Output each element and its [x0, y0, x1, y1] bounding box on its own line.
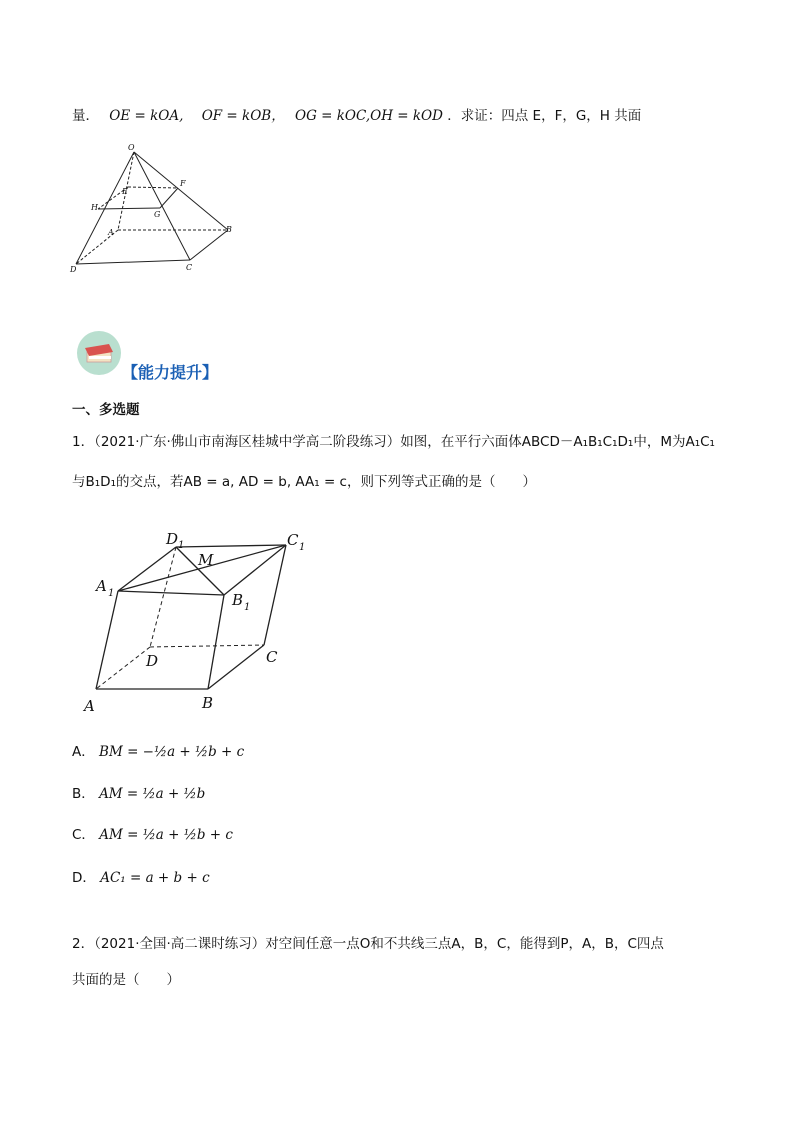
q1-line2: 与B₁D₁的交点，若AB = a, AD = b, AA₁ = c，则下列等式正确的是（ ）: [72, 474, 536, 490]
option-b-expr: AM = ½a + ½b: [99, 786, 206, 802]
option-c-letter: C．: [72, 827, 95, 843]
pyr-label-F: F: [180, 179, 186, 188]
pp-sub-B1: 1: [244, 602, 251, 613]
q1-option-b: [72, 782, 205, 802]
pyr-label-B: B: [226, 225, 232, 234]
pp-label-D1: D: [166, 530, 179, 548]
eq-OG-OH: OG = kOC,OH = kOD: [295, 108, 443, 124]
eq-OF: OF = kOB，: [201, 108, 285, 124]
pyr-label-E: E: [122, 187, 128, 196]
pyr-label-G: G: [154, 210, 161, 219]
pyramid-figure: [66, 140, 246, 280]
option-a-letter: A．: [72, 744, 95, 760]
q1-option-d: [72, 866, 210, 886]
prove-statement: ．求证：四点 E，F，G，H 共面: [447, 108, 642, 124]
pyr-label-C: C: [186, 263, 193, 272]
pp-label-B1: B: [232, 591, 244, 609]
pp-label-A1: A: [96, 577, 107, 595]
pp-label-C: C: [266, 648, 278, 666]
q1-line1: 1．（2021·广东·佛山市南海区桂城中学高二阶段练习）如图，在平行六面体ABCD－A₁B₁C₁D₁中，M为A₁C₁: [72, 434, 715, 450]
pp-label-C1: C: [287, 531, 299, 549]
pp-label-D: D: [146, 652, 159, 670]
section-subheading: 一、多选题: [72, 402, 140, 418]
pp-label-M: M: [198, 551, 214, 569]
pp-sub-D1: 1: [178, 540, 185, 551]
prev-prefix: 量．: [72, 108, 99, 124]
pyr-label-D: D: [70, 265, 77, 274]
q2-line1: 2．（2021·全国·高二课时练习）对空间任意一点O和不共线三点A，B，C，能得到P，A，B，C四点: [72, 936, 664, 952]
option-d-letter: D．: [72, 870, 96, 886]
pp-sub-A1: 1: [108, 588, 115, 599]
pp-label-B: B: [202, 694, 214, 712]
pp-sub-C1: 1: [299, 542, 306, 553]
pyr-label-O: O: [128, 143, 135, 152]
option-a-expr: BM = −½a + ½b + c: [99, 744, 245, 760]
option-c-expr: AM = ½a + ½b + c: [99, 827, 233, 843]
pp-label-A: A: [84, 697, 95, 715]
q1-option-a: [72, 740, 244, 760]
ability-book-icon: [76, 330, 122, 376]
pyr-label-A: A: [108, 228, 114, 237]
option-d-expr: AC₁ = a + b + c: [100, 870, 210, 886]
q1-option-c: [72, 823, 233, 843]
prev-problem-line: [72, 104, 641, 124]
section-title: 【能力提升】: [122, 363, 219, 382]
eq-OE: OE = kOA,: [109, 108, 184, 124]
parallelepiped-figure: [80, 525, 320, 720]
option-b-letter: B．: [72, 786, 95, 802]
pyr-label-H: H: [91, 203, 98, 212]
q2-line2: 共面的是（ ）: [72, 972, 180, 988]
